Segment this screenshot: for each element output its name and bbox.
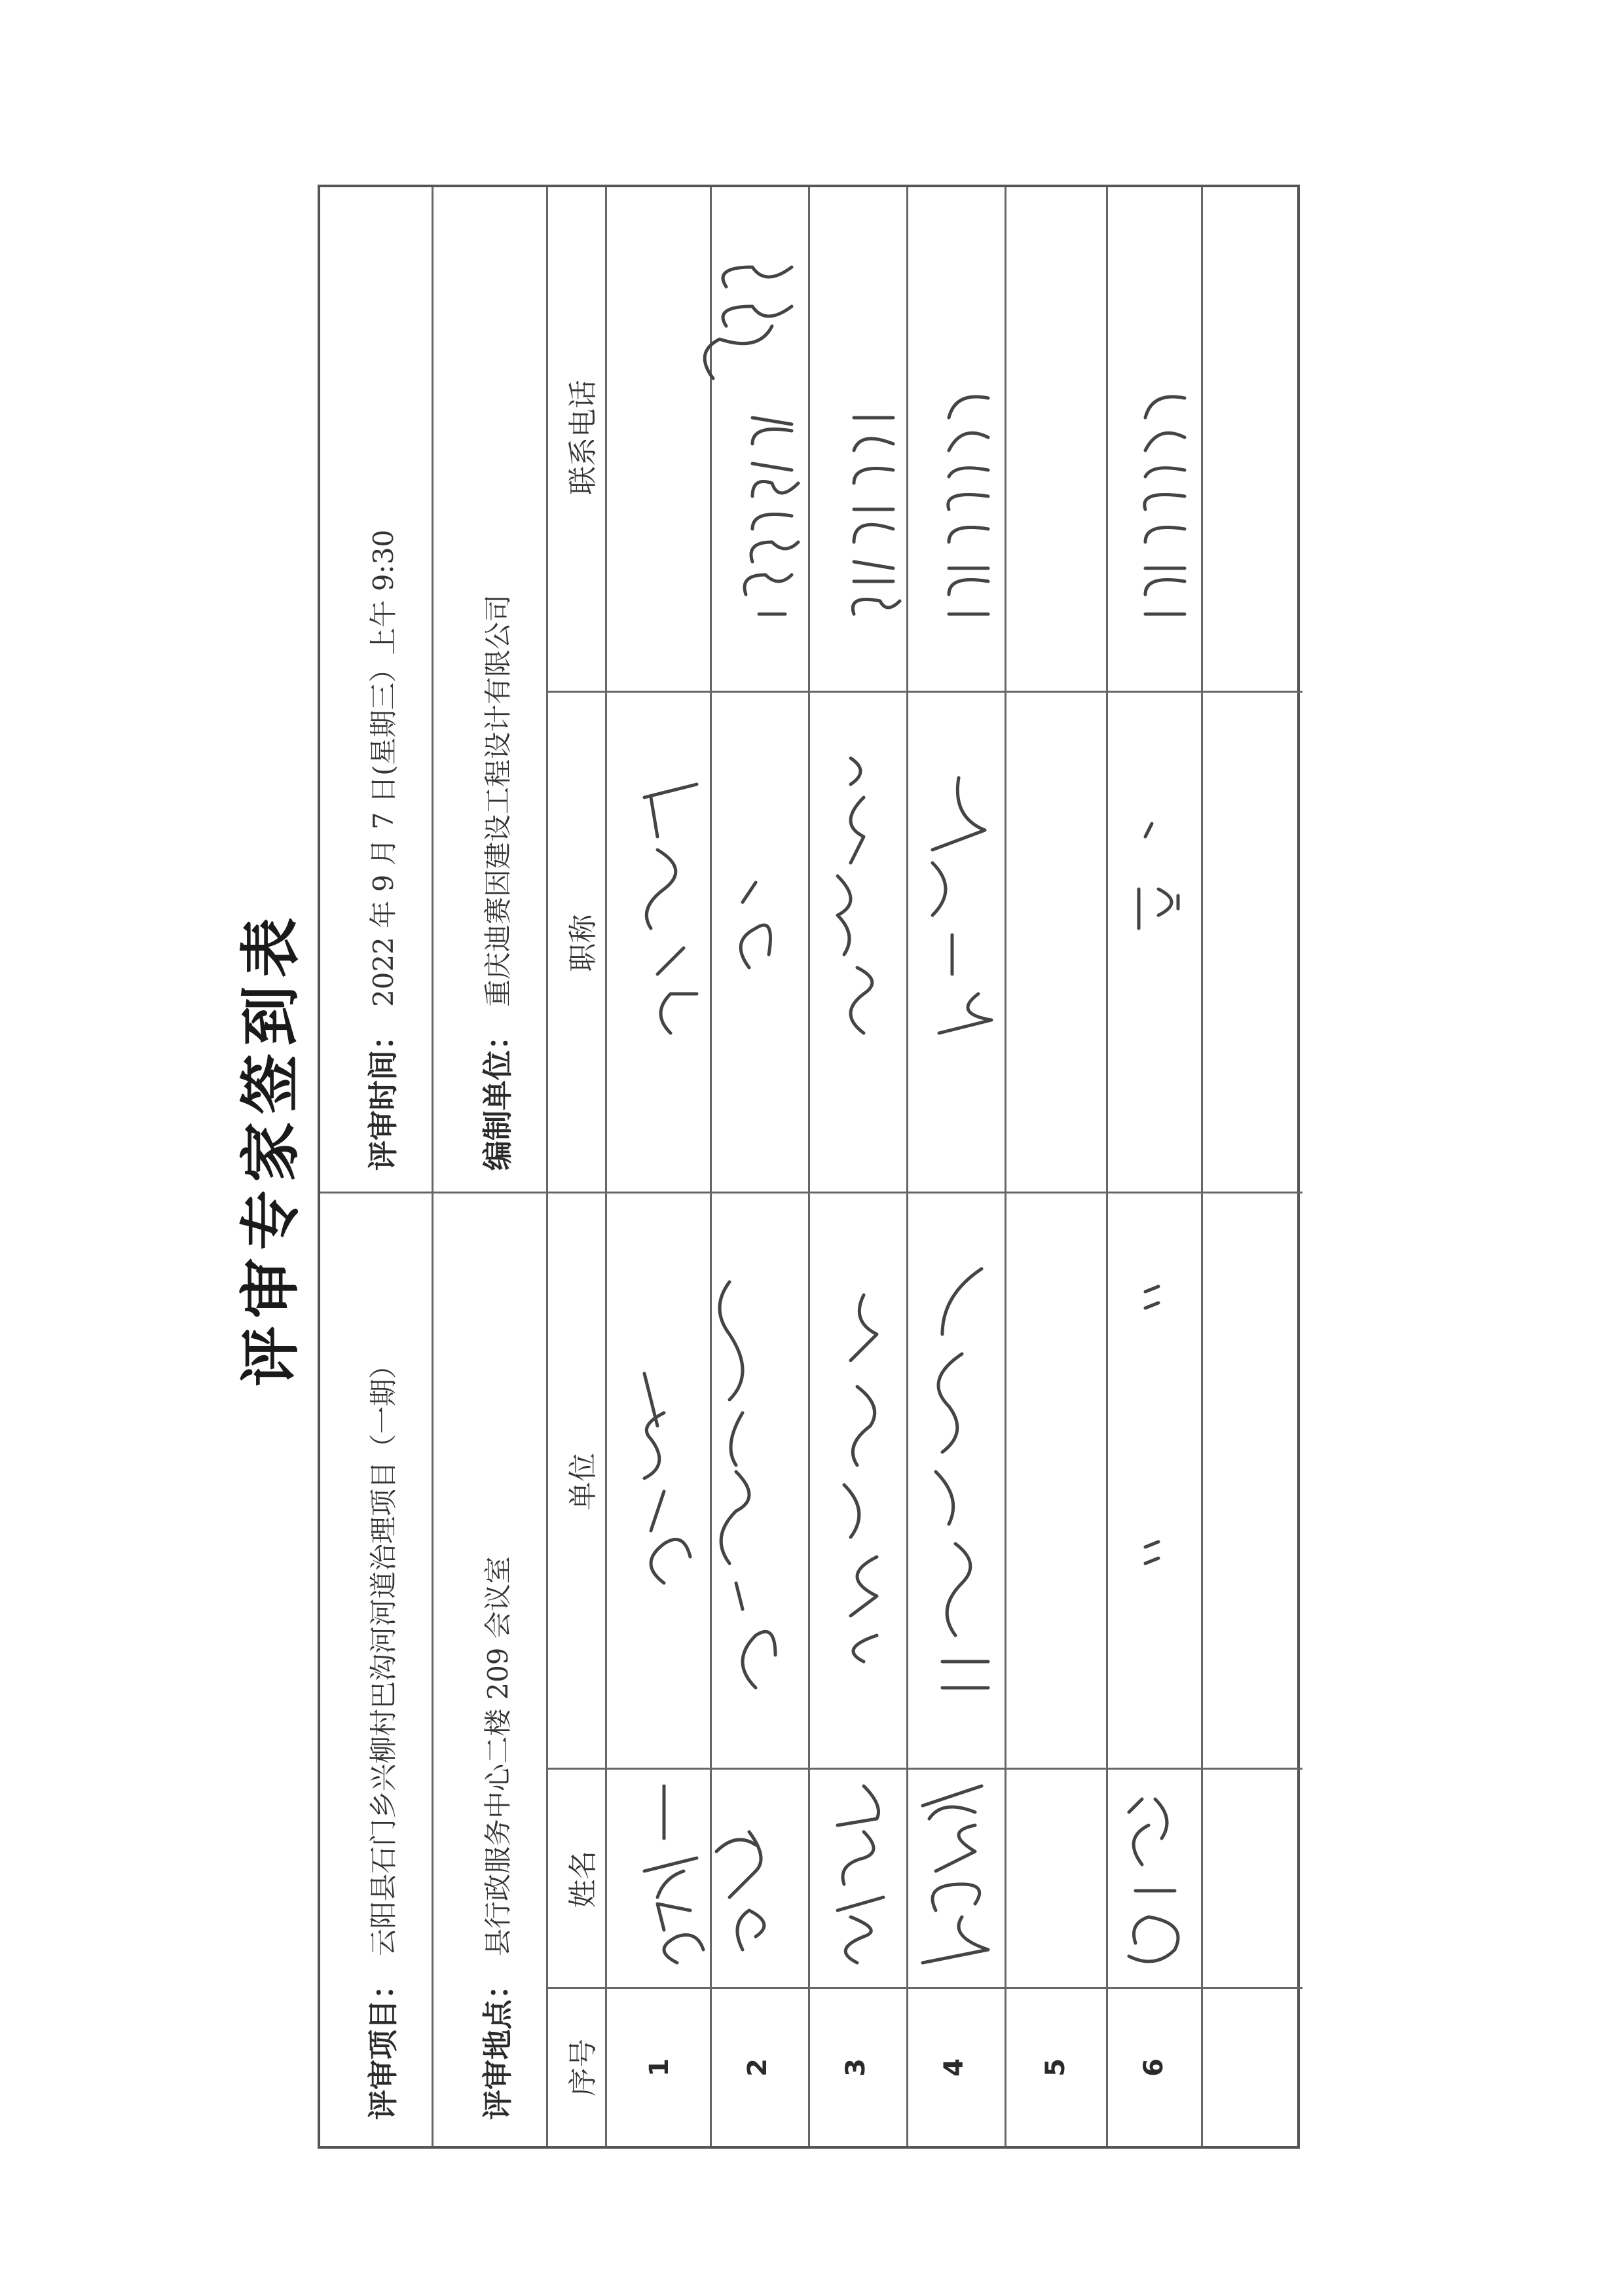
handwritten-phone-number (687, 195, 834, 640)
time-value: 2022 年 9 月 7 日(星期三）上午 9:30 (367, 529, 399, 1007)
header-name: 姓名 (566, 1850, 600, 1908)
row-seq: 3 (841, 2058, 871, 2077)
handwritten-phone-number (828, 195, 902, 640)
project-label: 评审项目： (365, 1969, 401, 2120)
handwritten-ditto-mark (1113, 1216, 1194, 1727)
handwritten-unit-signature (824, 1216, 899, 1727)
row-seq: 6 (1139, 2058, 1169, 2077)
handwritten-name-signature (1109, 1773, 1204, 1969)
handwritten-title-signature (818, 719, 906, 1164)
row-divider (906, 187, 908, 2146)
row-divider (1106, 187, 1108, 2146)
handwritten-name-signature (818, 1773, 906, 1969)
row-seq: 1 (644, 2058, 674, 2077)
time-label: 评审时间： (365, 1020, 401, 1171)
col-divider (546, 691, 1302, 693)
handwritten-title-signature (913, 719, 1007, 1164)
org-value: 重庆迪赛因建设工程设计有限公司 (482, 594, 514, 1007)
handwritten-name-signature (910, 1773, 1004, 1969)
org-label: 编制单位： (480, 1020, 515, 1171)
location-label: 评审地点： (480, 1969, 515, 2120)
handwritten-name-signature (618, 1773, 811, 1969)
row-divider (605, 187, 607, 2146)
row-divider (1005, 187, 1006, 2146)
row-seq: 5 (1041, 2058, 1071, 2077)
header-unit: 单位 (566, 1453, 600, 1510)
page-title: 评审专家签到表 (236, 909, 306, 1387)
header-phone: 联系电话 (566, 380, 600, 495)
handwritten-title-signature (618, 719, 811, 1164)
info-divider (320, 1192, 546, 1194)
col-divider (546, 1768, 1302, 1770)
project-value: 云阳县石门乡兴柳村巴沟河河道治理项目（一期） (367, 1351, 399, 1956)
row-seq: 2 (743, 2058, 773, 2077)
row-divider (432, 187, 434, 2146)
row-seq: 4 (939, 2058, 969, 2077)
handwritten-unit-signature (916, 1216, 1004, 1727)
location-value: 县行政服务中心二楼 209 会议室 (482, 1556, 514, 1956)
header-seq: 序号 (566, 2039, 600, 2096)
col-divider (546, 1192, 1302, 1194)
row-divider (546, 187, 548, 2146)
handwritten-title-signature (1113, 719, 1200, 1164)
sign-in-sheet (318, 185, 1300, 2149)
header-title: 职称 (566, 914, 600, 972)
handwritten-phone-number (923, 195, 1004, 640)
handwritten-unit-signature (618, 1216, 811, 1727)
handwritten-phone-number (1119, 195, 1200, 640)
